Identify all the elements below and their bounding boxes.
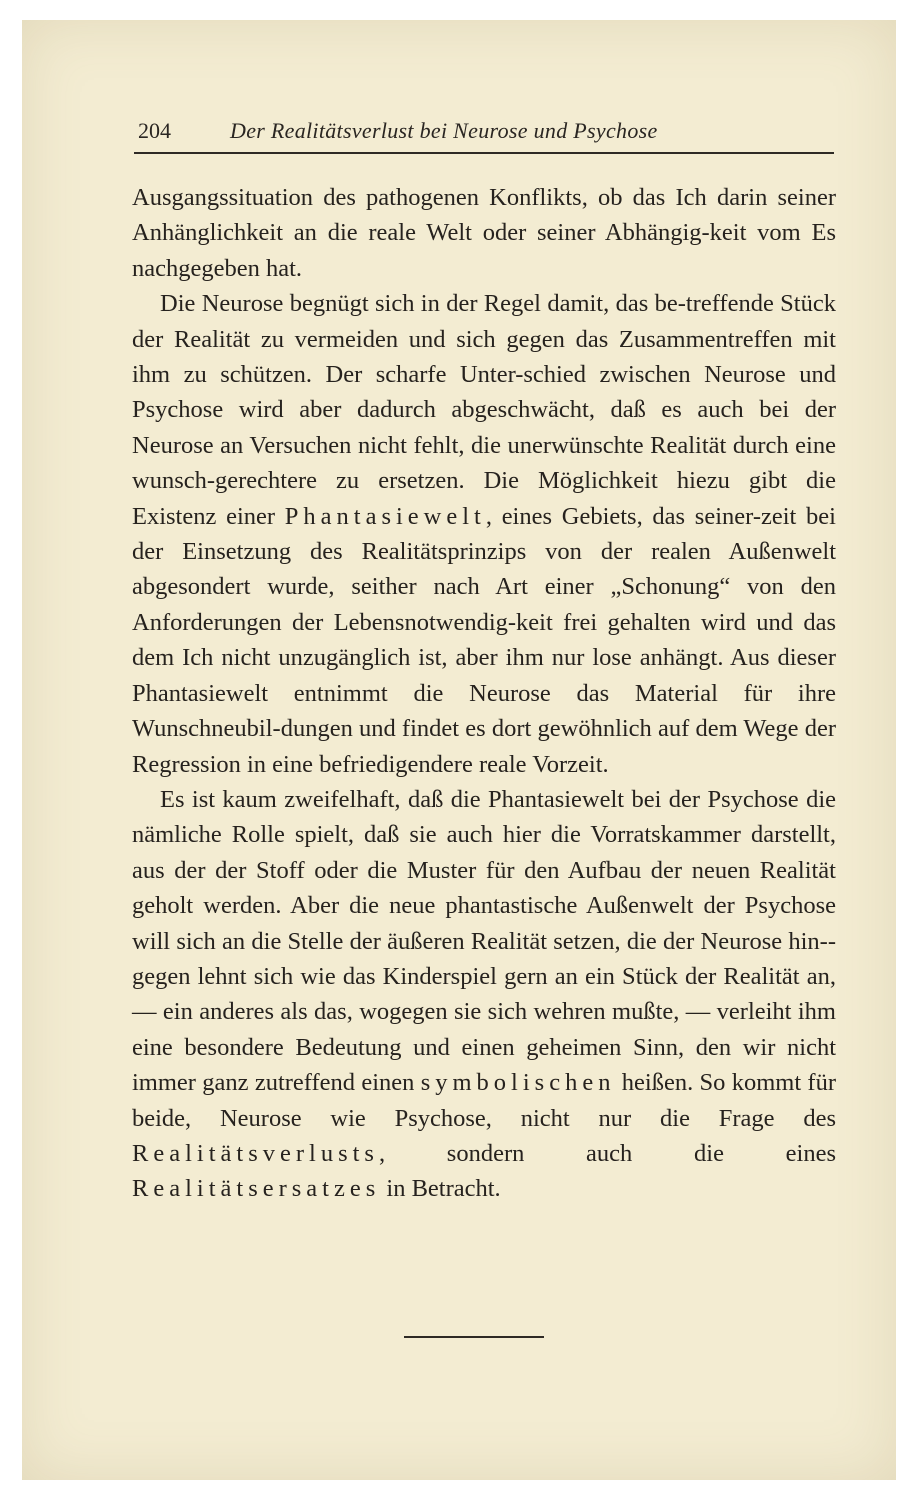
- emphasis-symbolischen: symbolischen: [420, 1069, 616, 1097]
- section-end-rule: [404, 1336, 544, 1338]
- header-rule: [134, 152, 834, 154]
- paragraph-2: [132, 286, 836, 782]
- paragraph-3-part-c: , sondern auch die eines: [378, 1139, 836, 1167]
- emphasis-realitaetsersatzes: Realitätsersatzes: [132, 1175, 381, 1203]
- paragraph-2-part-b: , eines Gebiets, das seiner-zeit bei der Einsetzung des Realitätsprinzips von der realen Außenwelt abgesondert wurde, seither nach Art einer „Schonung“ von den Anforderungen der Lebensnotwendig-keit frei gehalten wird und das dem Ich nicht unzugänglich ist, aber ihm nur lose anhängt. Aus dieser Phantasiewelt entnimmt die Neurose das Material für ihre Wunschneubil-dungen und findet es dort gewöhnlich auf dem Wege der Regression in eine befriedigendere reale Vorzeit.: [132, 502, 836, 778]
- paragraph-3-part-b: heißen. So kommt für beide, Neurose wie Psychose, nicht nur die Frage des: [132, 1069, 836, 1132]
- page-header: [138, 118, 836, 152]
- emphasis-phantasiewelt: Phantasiewelt: [284, 502, 486, 530]
- body-text: [132, 180, 836, 1207]
- paragraph-3-part-d: in Betracht.: [380, 1175, 501, 1203]
- emphasis-realitaetsverlusts: Realitätsverlusts: [132, 1139, 379, 1167]
- running-title: Der Realitätsverlust bei Neurose und Psychose: [230, 118, 658, 143]
- page-number: 204: [138, 118, 171, 143]
- paragraph-3-part-a: Es ist kaum zweifelhaft, daß die Phantasiewelt bei der Psychose die nämliche Rolle spielt, daß sie auch hier die Vorratskammer darstellt, aus der der Stoff oder die Muster für den Aufbau der neuen Realität geholt werden. Aber die neue phantastische Außenwelt der Psychose will sich an die Stelle der äußeren Realität setzen, die der Neurose hin-gegen lehnt sich wie das Kinderspiel gern an ein Stück der Realität an, — ein anderes als das, wogegen sie sich wehren mußte, — verleiht ihm eine besondere Bedeutung und einen geheimen Sinn, den wir nicht immer ganz zutreffend einen: [132, 785, 836, 1097]
- paragraph-1: Ausgangssituation des pathogenen Konflikts, ob das Ich darin seiner Anhänglichkeit an die reale Welt oder seiner Abhängig-keit vom Es nachgegeben hat.: [132, 184, 836, 282]
- paragraph-3: [132, 782, 836, 1207]
- paragraph-2-part-a: Die Neurose begnügt sich in der Regel damit, das be-treffende Stück der Realität zu vermeiden und sich gegen das Zusammentreffen mit ihm zu schützen. Der scharfe Unter-schied zwischen Neurose und Psychose wird aber dadurch abgeschwächt, daß es auch bei der Neurose an Versuchen nicht fehlt, die unerwünschte Realität durch eine wunsch-gerechtere zu ersetzen. Die Möglichkeit hiezu gibt die Existenz einer: [132, 290, 836, 530]
